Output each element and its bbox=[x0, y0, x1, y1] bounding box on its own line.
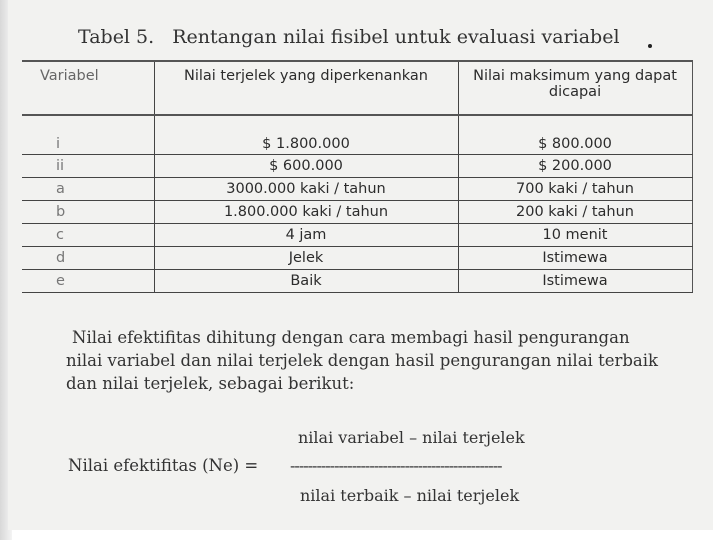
table-row bbox=[22, 224, 692, 247]
table-row bbox=[22, 270, 692, 293]
table-row bbox=[22, 247, 692, 270]
cell-terjelek: Jelek bbox=[154, 247, 458, 270]
document-page bbox=[8, 0, 713, 530]
cell-terjelek: 4 jam bbox=[154, 224, 458, 247]
cell-terjelek: $ 1.800.000 bbox=[154, 115, 458, 155]
cell-maksimum: Istimewa bbox=[458, 247, 692, 270]
table-caption-title: Rentangan nilai fisibel untuk evaluasi variabel bbox=[172, 26, 620, 48]
cell-terjelek: 1.800.000 kaki / tahun bbox=[154, 201, 458, 224]
table-row bbox=[22, 155, 692, 178]
cell-terjelek: Baik bbox=[154, 270, 458, 293]
paragraph-line: Nilai efektifitas dihitung dengan cara membagi hasil pengurangan bbox=[72, 328, 630, 347]
table-header-row bbox=[22, 61, 692, 115]
cell-terjelek: $ 600.000 bbox=[154, 155, 458, 178]
formula-fraction-bar: ------------------------------------------------ bbox=[290, 456, 502, 475]
cell-variabel: e bbox=[22, 270, 154, 293]
cell-variabel: b bbox=[22, 201, 154, 224]
cell-variabel: d bbox=[22, 247, 154, 270]
cell-variabel: ii bbox=[22, 155, 154, 178]
table-caption bbox=[78, 26, 620, 48]
formula-denominator: nilai terbaik – nilai terjelek bbox=[300, 486, 520, 505]
explanation-paragraph bbox=[66, 326, 696, 395]
formula-lhs: Nilai efektifitas (Ne) = bbox=[68, 456, 259, 475]
header-variabel: Variabel bbox=[22, 61, 154, 115]
header-nilai-terjelek: Nilai terjelek yang diperkenankan bbox=[154, 61, 458, 115]
table-row bbox=[22, 115, 692, 155]
cell-terjelek: 3000.000 kaki / tahun bbox=[154, 178, 458, 201]
table-caption-label: Tabel 5. bbox=[78, 26, 155, 48]
feasible-range-table bbox=[22, 60, 693, 293]
header-nilai-maksimum: Nilai maksimum yang dapat dicapai bbox=[458, 61, 692, 115]
formula-numerator: nilai variabel – nilai terjelek bbox=[298, 428, 525, 447]
table-row bbox=[22, 178, 692, 201]
cell-maksimum: $ 200.000 bbox=[458, 155, 692, 178]
scan-speck bbox=[648, 44, 652, 48]
table-row bbox=[22, 201, 692, 224]
paragraph-line: dan nilai terjelek, sebagai berikut: bbox=[66, 374, 355, 393]
cell-variabel: a bbox=[22, 178, 154, 201]
cell-maksimum: 200 kaki / tahun bbox=[458, 201, 692, 224]
cell-maksimum: $ 800.000 bbox=[458, 115, 692, 155]
cell-maksimum: 700 kaki / tahun bbox=[458, 178, 692, 201]
cell-maksimum: 10 menit bbox=[458, 224, 692, 247]
paragraph-line: nilai variabel dan nilai terjelek dengan hasil pengurangan nilai terbaik bbox=[66, 351, 659, 370]
cell-variabel: c bbox=[22, 224, 154, 247]
cell-maksimum: Istimewa bbox=[458, 270, 692, 293]
cell-variabel: i bbox=[22, 115, 154, 155]
